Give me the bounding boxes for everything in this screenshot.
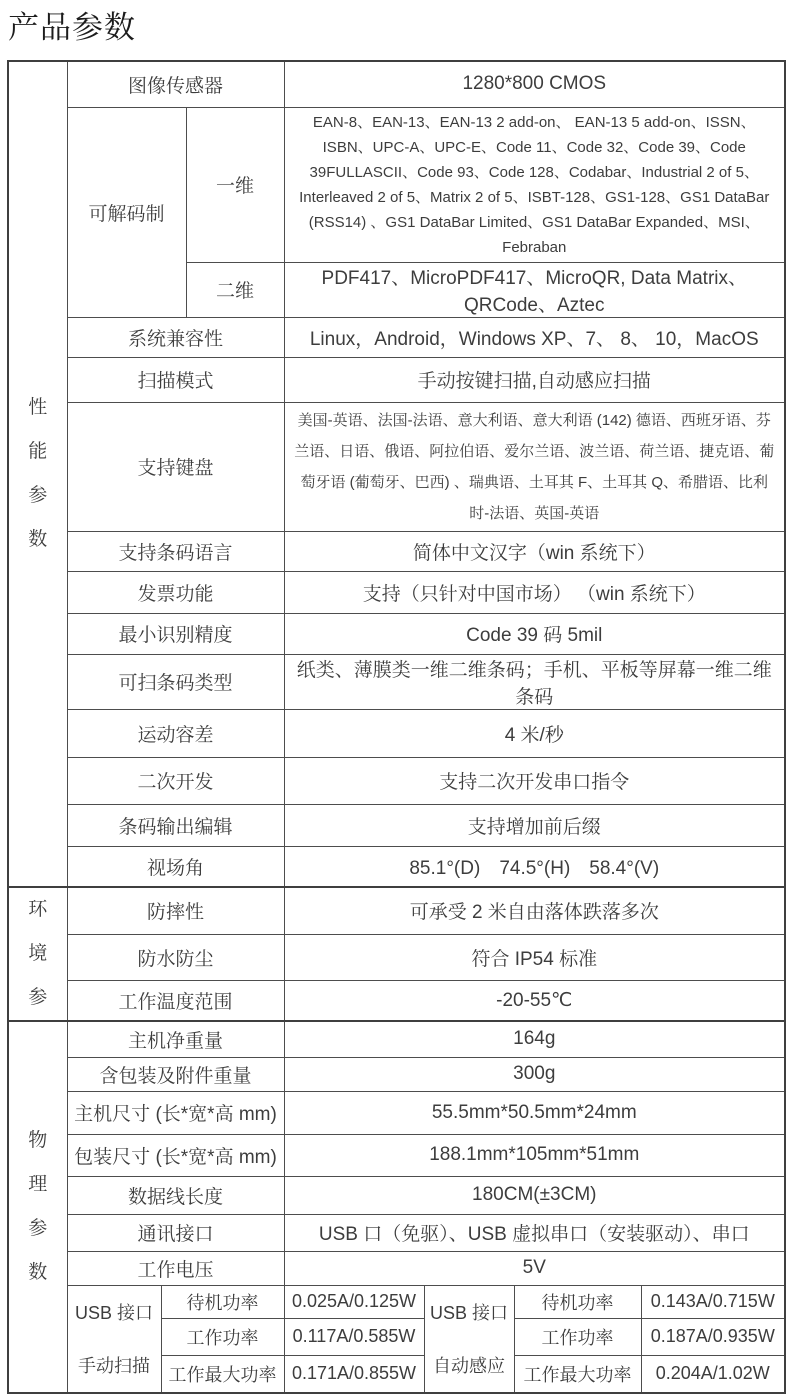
scan-mode-label: 扫描模式: [67, 357, 284, 402]
group-environment-label: 环境参: [28, 899, 48, 1008]
page-title: 产品参数: [8, 10, 136, 45]
drop-resistance-label: 防摔性: [67, 887, 284, 934]
manual-standby-label: 待机功率: [161, 1285, 284, 1318]
keyboard-label: 支持键盘: [67, 402, 284, 531]
invoice-label: 发票功能: [67, 571, 284, 613]
group-environment: [8, 887, 67, 1021]
decode-2d-label: 二维: [186, 262, 284, 317]
manual-standby-value: 0.025A/0.125W: [284, 1285, 424, 1318]
usb-auto-mode-label: 自动感应: [433, 1356, 505, 1377]
packed-weight-label: 含包装及附件重量: [67, 1057, 284, 1091]
auto-working-value: 0.187A/0.935W: [641, 1318, 785, 1355]
cable-length-label: 数据线长度: [67, 1176, 284, 1214]
decode-1d-label: 一维: [186, 107, 284, 262]
os-value: Linux，Android，Windows XP、7、 8、 10，MacOS: [284, 317, 785, 357]
output-edit-label: 条码输出编辑: [67, 804, 284, 846]
temp-range-label: 工作温度范围: [67, 980, 284, 1021]
package-size-value: 188.1mm*105mm*51mm: [284, 1134, 785, 1176]
host-size-value: 55.5mm*50.5mm*24mm: [284, 1091, 785, 1134]
auto-working-label: 工作功率: [514, 1318, 641, 1355]
waterproof-label: 防水防尘: [67, 934, 284, 980]
auto-max-value: 0.204A/1.02W: [641, 1355, 785, 1393]
package-size-label: 包装尺寸 (长*宽*高 mm): [67, 1134, 284, 1176]
decode-2d-value: PDF417、MicroPDF417、MicroQR, Data Matrix、QRCode、Aztec: [284, 262, 785, 317]
barcode-language-value: 简体中文汉字（win 系统下）: [284, 531, 785, 571]
voltage-label: 工作电压: [67, 1251, 284, 1285]
group-physical: [8, 1021, 67, 1393]
interface-value: USB 口（免驱）、USB 虚拟串口（安装驱动）、串口: [284, 1214, 785, 1251]
group-performance-label: 性能参数: [28, 397, 48, 550]
manual-working-label: 工作功率: [161, 1318, 284, 1355]
group-physical-label: 物理参数: [28, 1130, 48, 1283]
precision-label: 最小识别精度: [67, 613, 284, 654]
decode-1d-value: EAN-8、EAN-13、EAN-13 2 add-on、 EAN-13 5 add-on、ISSN、ISBN、UPC-A、UPC-E、Code 11、Code 32、Code 39、Code 39FULLASCII、Code 93、Code 128、Codabar、Industrial 2 of 5、Interleaved 2 of 5、Matrix 2 of 5、ISBT-128、GS1-128、GS1 DataBar (RSS14) 、GS1 DataBar Limited、GS1 DataBar Expanded、MSI、Febraban: [284, 107, 785, 262]
voltage-value: 5V: [284, 1251, 785, 1285]
usb-auto-port-label: USB 接口: [429, 1303, 508, 1324]
output-edit-value: 支持增加前后缀: [284, 804, 785, 846]
interface-label: 通讯接口: [67, 1214, 284, 1251]
net-weight-value: 164g: [284, 1021, 785, 1057]
scan-types-value: 纸类、薄膜类一维二维条码；手机、平板等屏幕一维二维条码: [284, 654, 785, 709]
manual-working-value: 0.117A/0.585W: [284, 1318, 424, 1355]
usb-manual-mode-cell: [67, 1285, 161, 1393]
waterproof-value: 符合 IP54 标准: [284, 934, 785, 980]
sensor-label: 图像传感器: [67, 61, 284, 107]
barcode-language-label: 支持条码语言: [67, 531, 284, 571]
spec-table: [7, 60, 786, 1394]
auto-max-label: 工作最大功率: [514, 1355, 641, 1393]
group-performance: [8, 61, 67, 887]
cable-length-value: 180CM(±3CM): [284, 1176, 785, 1214]
auto-standby-value: 0.143A/0.715W: [641, 1285, 785, 1318]
motion-tolerance-label: 运动容差: [67, 709, 284, 757]
host-size-label: 主机尺寸 (长*宽*高 mm): [67, 1091, 284, 1134]
secondary-dev-label: 二次开发: [67, 757, 284, 804]
fov-value: 85.1°(D) 74.5°(H) 58.4°(V): [284, 846, 785, 887]
usb-auto-mode-cell: [424, 1285, 514, 1393]
motion-tolerance-value: 4 米/秒: [284, 709, 785, 757]
invoice-value: 支持（只针对中国市场） （win 系统下）: [284, 571, 785, 613]
auto-standby-label: 待机功率: [514, 1285, 641, 1318]
temp-range-value: -20-55℃: [284, 980, 785, 1021]
manual-max-label: 工作最大功率: [161, 1355, 284, 1393]
scan-types-label: 可扫条码类型: [67, 654, 284, 709]
fov-label: 视场角: [67, 846, 284, 887]
manual-max-value: 0.171A/0.855W: [284, 1355, 424, 1393]
usb-manual-mode-label: 手动扫描: [78, 1356, 150, 1377]
sensor-value: 1280*800 CMOS: [284, 61, 785, 107]
keyboard-value: 美国-英语、法国-法语、意大利语、意大利语 (142) 德语、西班牙语、芬兰语、日语、俄语、阿拉伯语、爱尔兰语、波兰语、荷兰语、捷克语、葡萄牙语 (葡萄牙、巴西) 、瑞典语、土耳其 F、土耳其 Q、希腊语、比利时-法语、英国-英语: [284, 402, 785, 531]
scan-mode-value: 手动按键扫描,自动感应扫描: [284, 357, 785, 402]
os-label: 系统兼容性: [67, 317, 284, 357]
drop-resistance-value: 可承受 2 米自由落体跌落多次: [284, 887, 785, 934]
precision-value: Code 39 码 5mil: [284, 613, 785, 654]
packed-weight-value: 300g: [284, 1057, 785, 1091]
net-weight-label: 主机净重量: [67, 1021, 284, 1057]
usb-manual-port-label: USB 接口: [74, 1303, 153, 1324]
secondary-dev-value: 支持二次开发串口指令: [284, 757, 785, 804]
decode-label: 可解码制: [67, 107, 186, 317]
